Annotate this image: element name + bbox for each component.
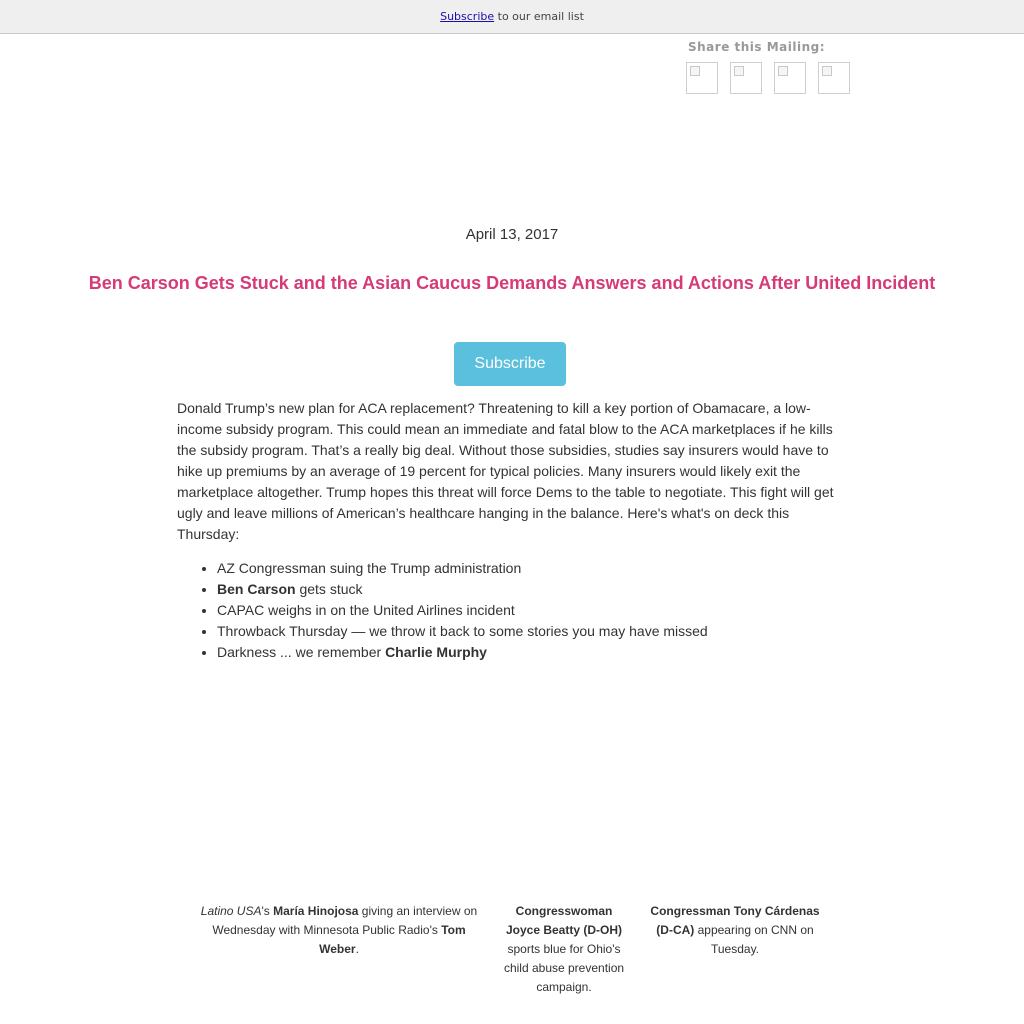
share-label: Share this Mailing:: [688, 40, 826, 54]
list-item: [217, 642, 845, 663]
intro-paragraph: Donald Trump’s new plan for ACA replacement? Threatening to kill a key portion of Obamacare, a low-income subsidy program. This could mean an immediate and fatal blow to the ACA marketplaces if he kills the subsidy program. That’s a really big deal. Without those subsidies, studies say insurers would have to hike up premiums by an average of 19 percent for typical policies. Many insurers would likely exit the marketplace altogether. Trump hopes this threat will force Dems to the table to negotiate. This fight will get ugly and leave millions of American’s healthcare hanging in the balance. Here's what's on deck this Thursday:: [177, 400, 834, 542]
list-item-text: Darkness ... we remember: [217, 644, 386, 660]
list-item-bold: Charlie Murphy: [385, 644, 487, 660]
subscribe-banner-text: to our email list: [494, 10, 584, 23]
caption-bold: Congressman Tony Cárdenas (D-CA): [650, 904, 820, 937]
agenda-list: [177, 558, 845, 663]
caption-bold: Congresswoman Joyce Beatty (D-OH): [505, 904, 623, 937]
list-item-text: gets stuck: [295, 581, 363, 597]
share-icon-4[interactable]: [818, 62, 850, 94]
share-section: [686, 40, 866, 54]
list-item-text: CAPAC weighs in on the United Airlines incident: [217, 602, 515, 618]
caption-text: appearing on CNN on Tuesday.: [694, 923, 814, 956]
share-icon-2[interactable]: [730, 62, 762, 94]
caption-text: 's: [261, 904, 274, 918]
caption-text: sports blue for Ohio's child abuse prevention campaign.: [503, 942, 625, 994]
issue-date: April 13, 2017: [465, 226, 559, 243]
share-icon-1[interactable]: [686, 62, 718, 94]
subscribe-link[interactable]: Subscribe: [440, 10, 495, 23]
list-item: [217, 600, 845, 621]
list-item: [217, 579, 845, 600]
list-item-bold: Ben Carson: [217, 581, 296, 597]
list-item-text: Throwback Thursday — we throw it back to some stories you may have missed: [217, 623, 708, 639]
photo-caption-beatty: [500, 902, 628, 997]
article-body: [177, 398, 845, 663]
share-icons: [686, 62, 866, 96]
caption-text: giving an interview on Wednesday with Minnesota Public Radio's: [212, 904, 478, 937]
list-item-text: AZ Congressman suing the Trump administration: [217, 560, 522, 576]
caption-bold: Tom Weber: [319, 923, 466, 956]
photo-caption-cardenas: [645, 902, 825, 959]
subscribe-banner: [0, 0, 1024, 34]
photo-caption-hinojosa: [196, 902, 482, 959]
list-item: [217, 621, 845, 642]
headline: Ben Carson Gets Stuck and the Asian Caucus Demands Answers and Actions After United Incident: [88, 273, 936, 293]
list-item: [217, 558, 845, 579]
caption-text: .: [355, 942, 359, 956]
caption-italic: Latino USA: [200, 904, 262, 918]
share-icon-3[interactable]: [774, 62, 806, 94]
subscribe-button[interactable]: Subscribe: [454, 342, 566, 386]
caption-bold: María Hinojosa: [273, 904, 359, 918]
